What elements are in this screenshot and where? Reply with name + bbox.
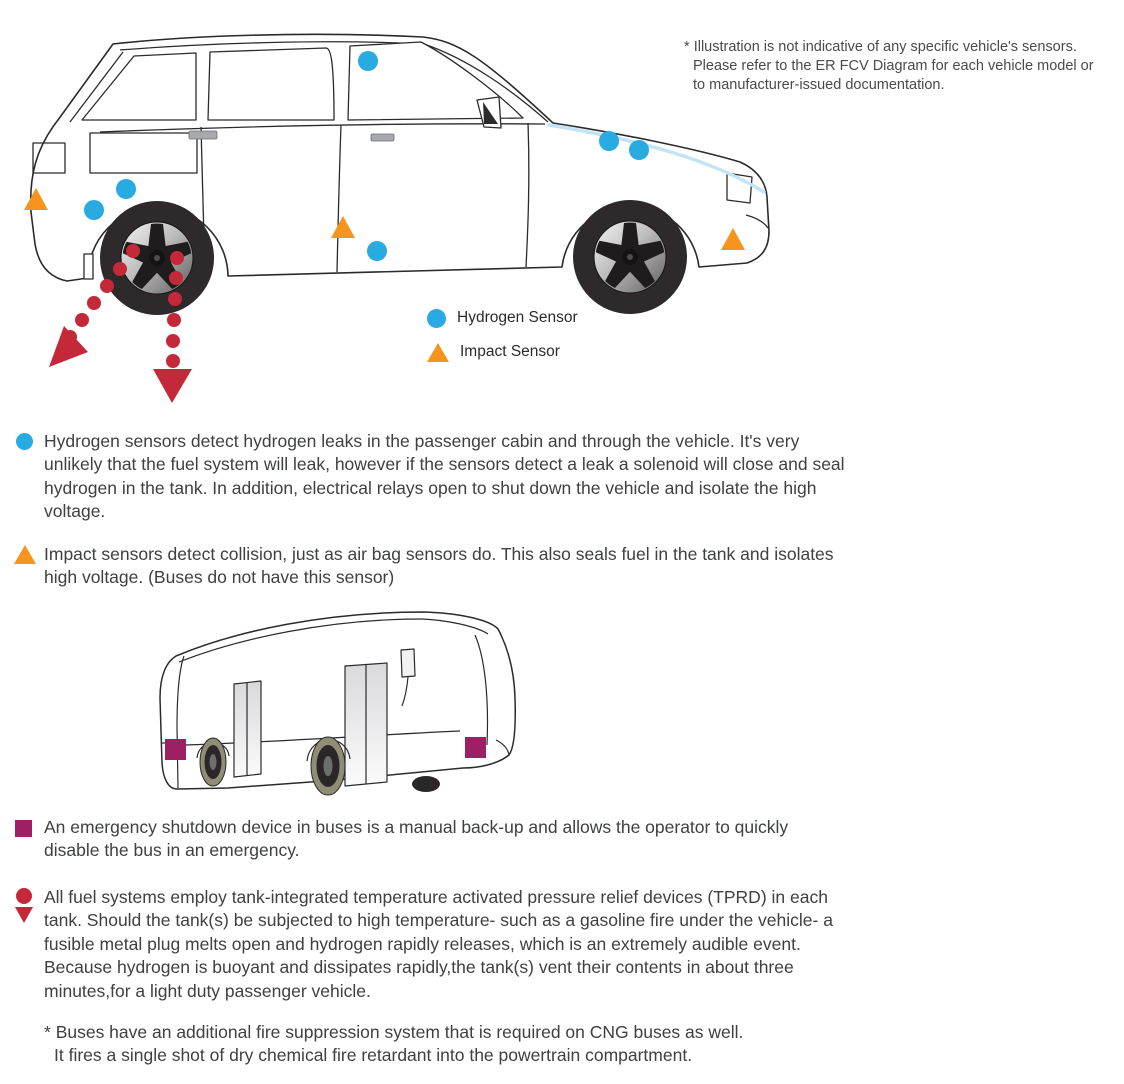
paragraph-text: Impact sensors detect collision, just as air bag sensors do. This also seals fuel in the tank and isolates high voltage. (Buses do not have this sensor) [44, 544, 834, 588]
legend-item-hydrogen [427, 306, 578, 330]
disclaimer-asterisk: * [684, 39, 690, 55]
paragraph-emergency-shutdown [14, 816, 822, 863]
sensor-legend [427, 306, 578, 374]
hydrogen-sensor-dot-icon [16, 433, 33, 450]
paragraph-text: An emergency shutdown device in buses is a manual back-up and allows the operator to quickly disable the bus in an emergency. [44, 817, 789, 861]
bus-footnote: * Buses have an additional fire suppression system that is required on CNG buses as well. It fires a single shot of dry chemical fire retardant into the powertrain compartment. [44, 1022, 744, 1066]
paragraph-hydrogen-sensors [14, 430, 846, 524]
impact-sensor-triangle-icon [427, 343, 449, 362]
paragraph-text: Hydrogen sensors detect hydrogen leaks in the passenger cabin and through the vehicle. It's very unlikely that the fuel system will leak, however if the sensors detect a leak a solenoid will close and seal hydrogen in the tank. In addition, electrical relays open to shut down the vehicle and isolate the high voltage. [44, 431, 845, 522]
footnote-asterisk: * [44, 1022, 51, 1042]
vent-arrow-left [49, 326, 88, 367]
paragraph-tprd [14, 886, 856, 1003]
legend-label: Impact Sensor [460, 343, 560, 360]
paragraph-text: All fuel systems employ tank-integrated temperature activated pressure relief devices (TPRD) in each tank. Should the tank(s) be subjected to high temperature- such as a gasoline fire under the vehicle- a fusible metal plug melts open and hydrogen rapidly releases, which is an extremely audible event. Because hydrogen is buoyant and dissipates rapidly,the tank(s) vent their contents in about three minutes,for a light duty passenger vehicle. [44, 887, 833, 1001]
hydrogen-sensor-dot-icon [427, 309, 446, 328]
emergency-shutdown-square-icon [15, 820, 32, 837]
tprd-dot-icon [16, 888, 32, 904]
front-wheel [573, 200, 687, 314]
legend-item-impact [427, 340, 578, 364]
impact-sensor-triangle-icon [14, 545, 36, 564]
vent-arrow-down [153, 369, 192, 403]
tprd-arrow-icon [15, 907, 33, 923]
rear-wheel [100, 201, 214, 315]
disclaimer-note: * Illustration is not indicative of any specific vehicle's sensors. Please refer to the ER FCV Diagram for each vehicle model or to manufacturer-issued documentation. [684, 39, 1094, 93]
paragraph-impact-sensors [14, 543, 844, 590]
legend-label: Hydrogen Sensor [457, 309, 578, 326]
bus-illustration [148, 596, 568, 816]
